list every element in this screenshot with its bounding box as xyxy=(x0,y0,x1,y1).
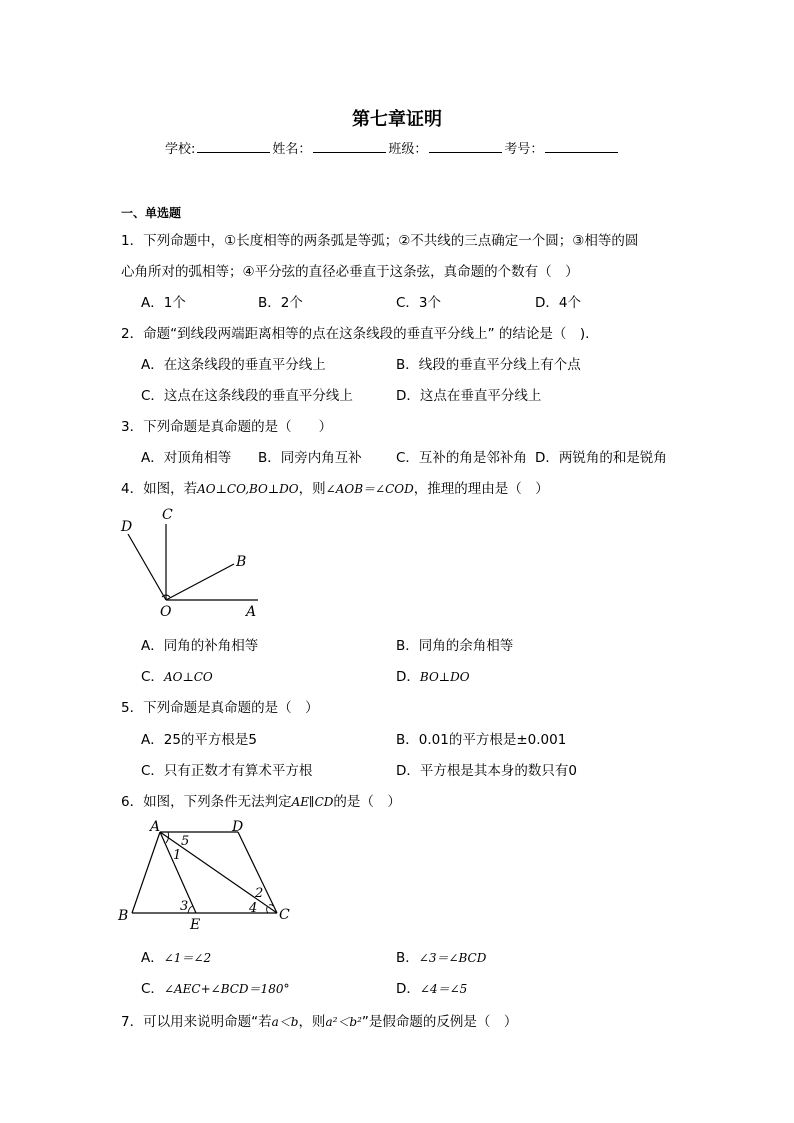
q7-conclusion: a²＜b² xyxy=(325,1015,362,1029)
q7-mid: ，则 xyxy=(298,1014,326,1030)
q4-condition: AO⊥CO,BO⊥DO xyxy=(197,482,299,496)
label-4: 4 xyxy=(249,901,258,916)
school-label: 学校: xyxy=(165,142,196,157)
q2-stem: 2．命题“到线段两端距离相等的点在这条线段的垂直平分线上” 的结论是（ ). xyxy=(121,326,590,342)
q1-stem-line1: 1．下列命题中，①长度相等的两条弧是等弧；②不共线的三点确定一个圆；③相等的圆 xyxy=(121,233,639,249)
q7-stem xyxy=(121,1010,517,1030)
label-e: E xyxy=(190,917,201,933)
angle-mark-2 xyxy=(269,905,273,906)
q2-option-c[interactable]: C．这点在这条线段的垂直平分线上 xyxy=(141,388,353,404)
angle-mark-4 xyxy=(267,907,268,913)
q6-option-d-math: ∠4＝∠5 xyxy=(419,982,468,996)
q6-option-d[interactable] xyxy=(396,977,467,997)
q2-option-a[interactable]: A．在这条线段的垂直平分线上 xyxy=(141,357,326,373)
q4-option-d-math: BO⊥DO xyxy=(419,670,470,684)
q6-option-d-prefix: D． xyxy=(396,981,420,997)
q6-prefix: 6．如图，下列条件无法判定 xyxy=(121,794,292,810)
q4-option-a[interactable]: A．同角的补角相等 xyxy=(141,638,259,654)
q4-prefix: 4．如图，若 xyxy=(121,481,198,497)
angle-mark-3 xyxy=(188,906,193,913)
q1-option-c[interactable]: C．3个 xyxy=(396,295,442,311)
q3-option-b[interactable]: B．同旁内角互补 xyxy=(258,450,362,466)
q6-trapezoid-figure xyxy=(114,815,300,935)
ray-ob xyxy=(166,564,234,600)
q3-option-d[interactable]: D．两锐角的和是锐角 xyxy=(535,450,667,466)
q6-option-a[interactable] xyxy=(141,946,211,966)
q6-option-c-math: ∠AEC+∠BCD＝180° xyxy=(163,982,290,996)
label-a: A xyxy=(246,604,257,620)
number-blank[interactable] xyxy=(545,140,618,153)
label-c: C xyxy=(162,507,173,523)
class-blank[interactable] xyxy=(429,140,502,153)
number-label: 考号： xyxy=(504,142,544,157)
q3-option-c[interactable]: C．互补的角是邻补角 xyxy=(396,450,527,466)
q1-option-b[interactable]: B．2个 xyxy=(258,295,303,311)
q4-option-c-math: AO⊥CO xyxy=(163,670,213,684)
q6-option-a-prefix: A． xyxy=(141,950,164,966)
q4-option-d[interactable] xyxy=(396,665,470,685)
q6-condition: AE∥CD xyxy=(291,795,334,809)
q1-option-a[interactable]: A．1个 xyxy=(141,295,186,311)
q4-option-c-prefix: C． xyxy=(141,669,164,685)
q7-prefix: 7．可以用来说明命题“若 xyxy=(121,1014,272,1030)
q2-option-b[interactable]: B．线段的垂直平分线上有个点 xyxy=(396,357,581,373)
name-blank[interactable] xyxy=(313,140,386,153)
label-2: 2 xyxy=(255,886,264,901)
q7-condition: a＜b xyxy=(271,1015,299,1029)
q6-option-a-math: ∠1＝∠2 xyxy=(163,951,212,965)
q6-option-c[interactable] xyxy=(141,977,289,997)
page-title: 第七章证明 xyxy=(352,109,442,130)
q6-option-b-math: ∠3＝∠BCD xyxy=(418,951,487,965)
q4-stem xyxy=(121,477,549,497)
name-label: 姓名： xyxy=(272,142,312,157)
label-5: 5 xyxy=(181,834,190,849)
q6-option-c-prefix: C． xyxy=(141,981,164,997)
q4-option-b[interactable]: B．同角的余角相等 xyxy=(396,638,514,654)
section-heading: 一、单选题 xyxy=(121,206,182,220)
label-d: D xyxy=(121,519,133,535)
q6-suffix: 的是（ ） xyxy=(333,794,401,810)
label-1: 1 xyxy=(173,848,182,863)
label-b: B xyxy=(236,554,247,570)
q4-conclusion: ∠AOB＝∠COD xyxy=(325,482,414,496)
q2-option-d[interactable]: D．这点在垂直平分线上 xyxy=(396,388,542,404)
q6-option-b-prefix: B． xyxy=(396,950,419,966)
label-o: O xyxy=(160,604,172,620)
q4-suffix: ，推理的理由是（ ） xyxy=(413,481,549,497)
student-info-line xyxy=(165,138,620,157)
q4-angle-figure xyxy=(112,502,272,620)
q6-option-b[interactable] xyxy=(396,946,486,966)
label-3: 3 xyxy=(180,899,189,914)
q5-stem: 5．下列命题是真命题的是（ ） xyxy=(121,700,319,716)
label-b: B xyxy=(118,908,129,924)
q5-option-a[interactable]: A．25的平方根是5 xyxy=(141,732,258,748)
school-blank[interactable] xyxy=(197,140,270,153)
label-c: C xyxy=(279,907,290,923)
label-a: A xyxy=(150,819,161,835)
q5-option-c[interactable]: C．只有正数才有算术平方根 xyxy=(141,763,313,779)
q7-suffix: ”是假命题的反例是（ ） xyxy=(361,1014,518,1030)
q5-option-d[interactable]: D．平方根是其本身的数只有0 xyxy=(396,763,577,779)
label-d: D xyxy=(232,819,244,835)
ray-od xyxy=(128,534,166,600)
q1-stem-line2: 心角所对的弧相等；④平分弦的直径必垂直于这条弦，真命题的个数有（ ） xyxy=(121,264,579,280)
q3-stem: 3．下列命题是真命题的是（ ） xyxy=(121,419,333,435)
q4-option-d-prefix: D． xyxy=(396,669,420,685)
q5-option-b[interactable]: B．0.01的平方根是±0.001 xyxy=(396,732,567,748)
class-label: 班级： xyxy=(388,142,428,157)
q4-option-c[interactable] xyxy=(141,665,213,685)
segment-ab xyxy=(132,832,160,913)
q6-stem xyxy=(121,790,401,810)
q4-mid: ，则 xyxy=(298,481,326,497)
q3-option-a[interactable]: A．对顶角相等 xyxy=(141,450,232,466)
q1-option-d[interactable]: D．4个 xyxy=(535,295,581,311)
